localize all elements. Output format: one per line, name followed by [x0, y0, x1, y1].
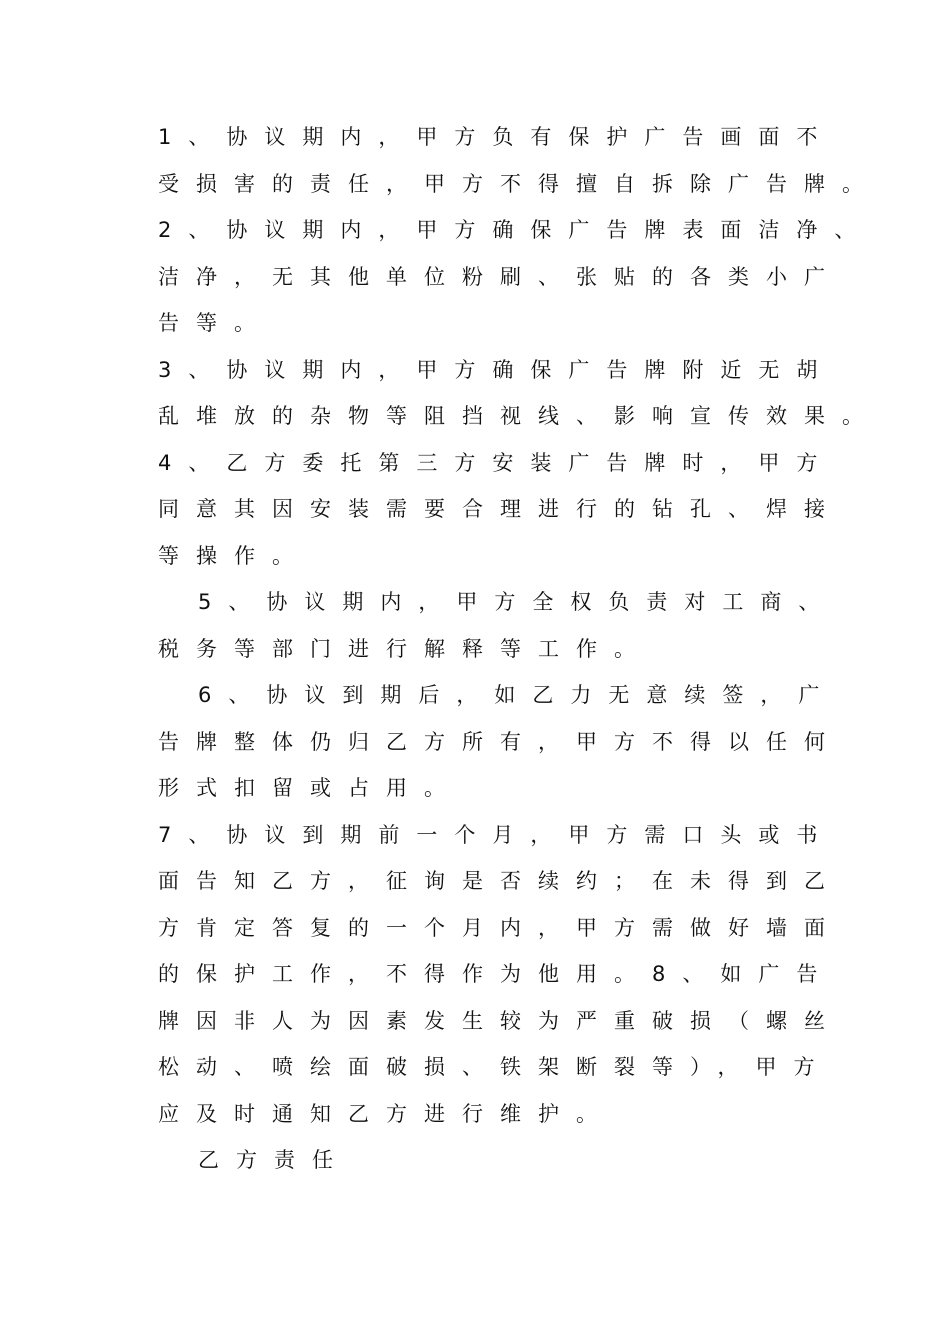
text-line: 牌因非人为因素发生较为严重破损（螺丝 — [158, 1008, 842, 1033]
text-line: 松动、喷绘面破损、铁架断裂等），甲方 — [158, 1055, 832, 1079]
text-line: 6、协议到期后，如乙力无意续签，广 — [198, 683, 837, 707]
text-line: 1、协议期内，甲方负有保护广告画面不 — [158, 125, 835, 149]
document-body — [158, 114, 918, 1184]
text-line: 2、协议期内，甲方确保广告牌表面洁净、 — [158, 218, 873, 242]
text-line: 4、乙方委托第三方安装广告牌时，甲方 — [158, 450, 835, 475]
text-line: 告等。 — [158, 311, 272, 335]
text-line: 方肯定答复的一个月内，甲方需做好墙面 — [158, 915, 842, 940]
text-line: 5、协议期内，甲方全权负责对工商、 — [198, 590, 837, 614]
text-line: 形式扣留或占用。 — [158, 776, 462, 800]
section-heading: 乙方责任 — [198, 1148, 350, 1172]
text-line: 的保护工作，不得作为他用。8、如广告 — [158, 962, 835, 986]
text-line: 应及时通知乙方进行维护。 — [158, 1101, 614, 1126]
text-line: 乱堆放的杂物等阻挡视线、影响宣传效果。 — [158, 404, 880, 428]
text-line: 税务等部门进行解释等工作。 — [158, 636, 652, 661]
text-line: 洁净，无其他单位粉刷、张贴的各类小广 — [158, 264, 842, 289]
text-line: 3、协议期内，甲方确保广告牌附近无胡 — [158, 357, 835, 382]
text-line: 面告知乙方，征询是否续约；在未得到乙 — [158, 869, 842, 893]
text-line: 同意其因安装需要合理进行的钻孔、焊接 — [158, 497, 842, 521]
text-line: 等操作。 — [158, 543, 310, 568]
text-line: 7、协议到期前一个月，甲方需口头或书 — [158, 822, 835, 847]
text-line: 告牌整体仍归乙方所有，甲方不得以任何 — [158, 729, 842, 754]
text-line: 受损害的责任，甲方不得擅自拆除广告牌。 — [158, 171, 880, 196]
